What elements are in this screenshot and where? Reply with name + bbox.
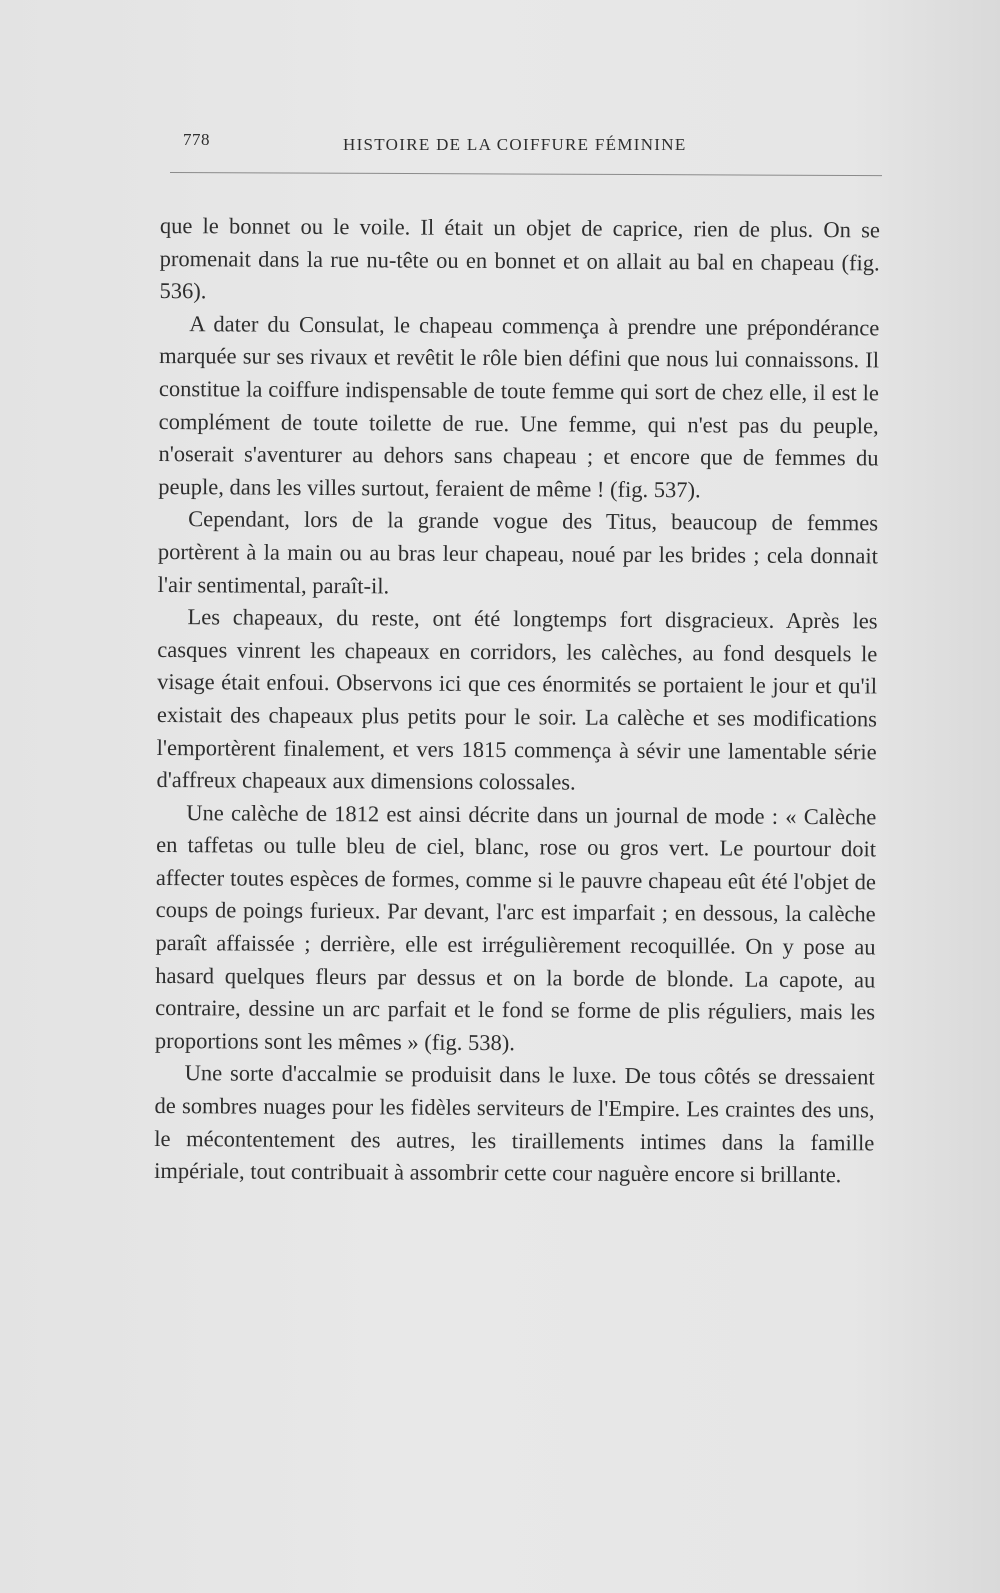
body-text — [154, 210, 880, 1192]
paragraph-5: Une calèche de 1812 est ainsi décrite dans un journal de mode : « Calèche en taffetas ou tulle bleu de ciel, blanc, rose ou gros vert. Le pourtour doit affecter toutes espèces de formes, comme si le pauvre chapeau eût été l'objet de coups de poings furieux. Par devant, l'arc est imparfait ; en dessous, la calèche paraît affaissée ; derrière, elle est irrégulièrement recoquillée. On y pose au hasard quelques fleurs par dessus et on la borde de blonde. La capote, au contraire, dessine un arc parfait et le fond se forme de plis réguliers, mais les proportions sont les mêmes » (fig. 538). — [154, 799, 877, 1056]
paragraph-4: Les chapeaux, du reste, ont été longtemps fort disgracieux. Après les casques vinrent les chapeaux en corridors, les calèches, au fond desquels le visage était enfoui. Observons ici que ces énormités se portaient le jour et qu'il existait des chapeaux plus petits pour le soir. La calèche et ses modifications l'emportèrent finalement, et vers 1815 commença à sévir une lamentable série d'affreux chapeaux aux dimensions colossales. — [156, 604, 878, 795]
paragraph-2: A dater du Consulat, le chapeau commença à prendre une prépondérance marquée sur ses rivaux et revêtit le rôle bien défini que nous lui connaissons. Il constitue la coiffure indispensable de toute femme qui sort de chez elle, il est le complément de toute toilette de rue. Une femme, qui n'est pas du peuple, n'oserait s'aventurer au dehors sans chapeau ; et encore que de femmes du peuple, dans les villes surtout, feraient de même ! (fig. 537). — [158, 310, 880, 503]
paragraph-6: Une sorte d'accalmie se produisit dans le luxe. De tous côtés se dressaient de sombres nuages pour les fidèles serviteurs de l'Empire. Les craintes des uns, le mécontentement des autres, les tiraillements intimes dans la famille impériale, tout contribuait à assombrir cette cour naguère encore si brillante. — [154, 1060, 875, 1188]
page-number: 778 — [183, 130, 210, 149]
paragraph-3: Cependant, lors de la grande vogue des Titus, beaucoup de femmes portèrent à la main ou au bras leur chapeau, noué par les brides ; cela donnait l'air sentimental, paraît-il. — [157, 506, 879, 598]
running-title: HISTOIRE DE LA COIFFURE FÉMININE — [343, 135, 687, 154]
header-rule — [170, 172, 882, 176]
paragraph-1: que le bonnet ou le voile. Il était un objet de caprice, rien de plus. On se promenait dans la rue nu-tête ou en bonnet et on allait au bal en chapeau (fig. 536). — [159, 212, 880, 304]
